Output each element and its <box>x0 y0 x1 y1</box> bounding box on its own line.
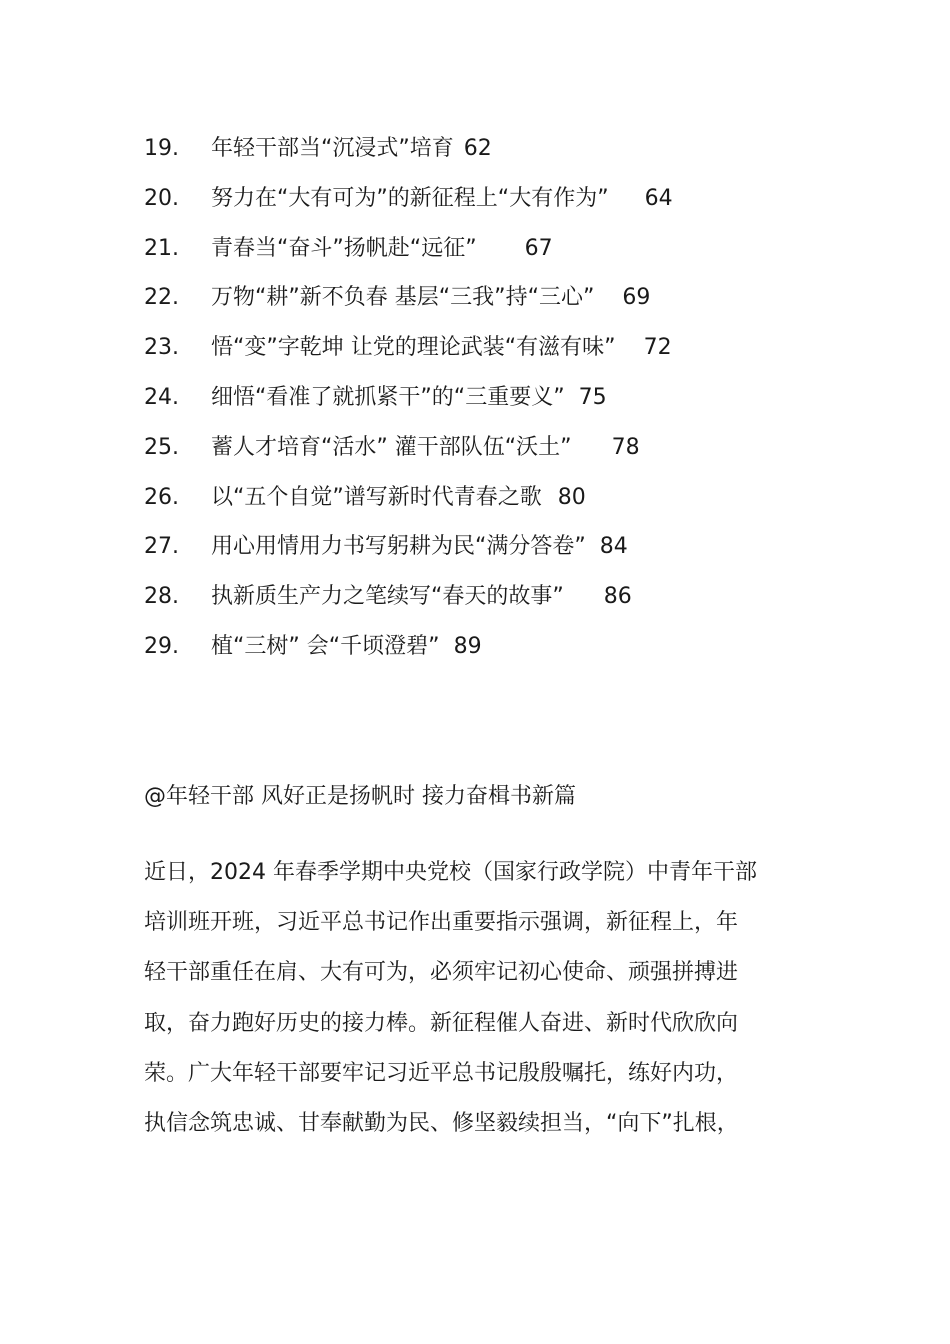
article-heading: @年轻干部 风好正是扬帆时 接力奋楫书新篇 <box>144 784 576 809</box>
toc-item-page: 69 <box>622 285 651 311</box>
toc-item-title: 年轻干部当“沉浸式”培育 <box>211 136 454 161</box>
toc-item-number: 27. <box>144 534 179 560</box>
toc-item-page: 64 <box>644 185 673 211</box>
toc-item-number: 21. <box>144 235 179 261</box>
toc-item[interactable] <box>144 174 844 224</box>
paragraph-line: 近日，2024 年春季学期中央党校（国家行政学院）中青年干部 <box>144 860 757 885</box>
toc-item[interactable] <box>144 473 844 523</box>
toc-item-page: 75 <box>578 384 607 410</box>
toc-item-title: 细悟“看准了就抓紧干”的“三重要义” <box>211 384 565 410</box>
toc-item-page: 67 <box>524 235 553 261</box>
toc-item-title: 用心用情用力书写躬耕为民“满分答卷” <box>211 534 586 560</box>
toc-item[interactable] <box>144 423 844 473</box>
paragraph-line: 轻干部重任在肩、大有可为，必须牢记初心使命、顽强拼搏进 <box>144 960 739 986</box>
toc-item-title: 青春当“奋斗”扬帆赴“远征” <box>211 235 477 261</box>
toc-item[interactable] <box>144 124 844 174</box>
paragraph-line: 取，奋力跑好历史的接力棒。新征程催人奋进、新时代欣欣向 <box>144 1010 739 1036</box>
toc-item[interactable] <box>144 273 844 323</box>
toc-item-number: 23. <box>144 335 179 361</box>
toc-item-page: 62 <box>463 136 492 161</box>
toc-item[interactable] <box>144 622 844 672</box>
toc-item-page: 80 <box>557 484 586 510</box>
toc-item[interactable] <box>144 323 844 373</box>
toc-item-number: 29. <box>144 633 179 659</box>
article-body <box>144 848 814 1149</box>
toc-item[interactable] <box>144 224 844 274</box>
toc-item-number: 28. <box>144 584 179 610</box>
toc-item-title: 努力在“大有可为”的新征程上“大有作为” <box>211 185 609 211</box>
toc-item-title: 悟“变”字乾坤 让党的理论武装“有滋有味” <box>211 335 616 361</box>
toc-item-number: 24. <box>144 384 179 410</box>
paragraph-line: 培训班开班，习近平总书记作出重要指示强调，新征程上，年 <box>144 910 739 936</box>
toc-item-number: 22. <box>144 285 179 311</box>
toc-item-title: 蓄人才培育“活水” 灌干部队伍“沃土” <box>211 434 572 460</box>
toc-item-page: 86 <box>603 584 632 610</box>
paragraph-line: 执信念筑忠诚、甘奉献勤为民、修坚毅续担当，“向下”扎根， <box>144 1110 739 1136</box>
toc-item-title: 植“三树” 会“千顷澄碧” <box>211 633 440 659</box>
toc-item-title: 以“五个自觉”谱写新时代青春之歌 <box>211 484 542 510</box>
toc-item-title: 执新质生产力之笔续写“春天的故事” <box>211 584 564 610</box>
toc-item-number: 19. <box>144 136 179 161</box>
toc-item-number: 25. <box>144 434 179 460</box>
toc-item-page: 78 <box>611 434 640 460</box>
table-of-contents <box>144 124 844 672</box>
paragraph-line: 荣。广大年轻干部要牢记习近平总书记殷殷嘱托，练好内功， <box>144 1060 739 1086</box>
toc-item[interactable] <box>144 572 844 622</box>
toc-item-number: 26. <box>144 484 179 510</box>
toc-item-number: 20. <box>144 185 179 211</box>
toc-item-page: 89 <box>453 633 482 659</box>
toc-item[interactable] <box>144 373 844 423</box>
toc-item[interactable] <box>144 522 844 572</box>
toc-item-page: 84 <box>599 534 628 560</box>
toc-item-page: 72 <box>643 335 672 361</box>
toc-item-title: 万物“耕”新不负春 基层“三我”持“三心” <box>211 285 595 311</box>
